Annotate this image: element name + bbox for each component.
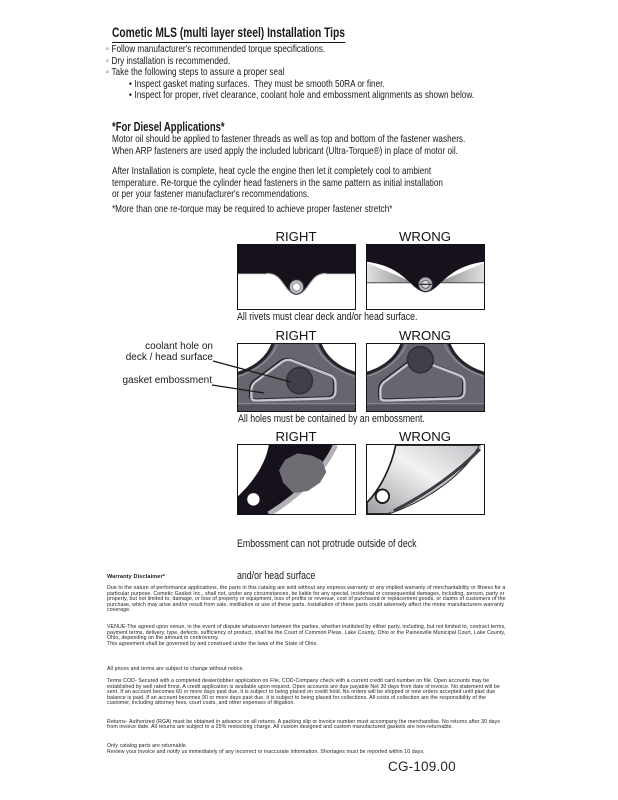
tip-text: Follow manufacturer's recommended torque specifications. bbox=[111, 43, 326, 55]
figure-label-right: RIGHT bbox=[275, 328, 317, 343]
caption-rivets: All rivets must clear deck and/or head surface. bbox=[237, 311, 418, 323]
tip-item bbox=[129, 90, 474, 102]
bullet-marker: ◦ bbox=[106, 66, 109, 79]
warranty-paragraph: VENUE-The agreed upon venue, in the event of dispute whatsoever between the parties, whether instituted by either party, including, but not limited to, contract terms, payment terms, delivery, type, defects, sufficiency of product, shall be the Court of Common Pleas, Lake County, Ohio or the Painesville Municipal Court, Lake County, Ohio, depending on the amount in controversy. bbox=[107, 624, 506, 642]
figure-label-wrong: WRONG bbox=[398, 429, 451, 444]
diesel-paragraph-1: Motor oil should be applied to fastener threads as well as top and bottom of the fastener washers. When ARP fasteners are used apply the included lubricant (Ultra-Torque®) in place of motor oil. bbox=[112, 133, 466, 157]
coolant-hole-icon bbox=[408, 347, 434, 373]
diesel-paragraph-2: After Installation is complete, heat cycle the engine then let it completely cool to ambient temperature. Re-torque the cylinder head fasteners in the same pattern as initial installation or per your fastener manufacturer's recommendations. bbox=[112, 165, 443, 201]
warranty-paragraph: Only catalog parts are returnable. bbox=[107, 743, 188, 750]
warranty-paragraph: Returns- Authorized (RGA) must be obtained in advance on all returns. A packing slip or invoice number must accompany the merchandise. No returns after 30 days from invoice date. All returns are subject to a 25% restocking charge. All custom designed and custom manufactured gaskets are non-returnable. bbox=[107, 718, 501, 730]
figure-coolant-right bbox=[237, 343, 356, 412]
tips-list bbox=[106, 44, 571, 102]
bullet-marker: • bbox=[129, 89, 132, 102]
figure-label-wrong: WRONG bbox=[398, 328, 451, 343]
diesel-note: *More than one re-torque may be required to achieve proper fastener stretch* bbox=[112, 203, 393, 215]
tip-text: Take the following steps to assure a proper seal bbox=[111, 66, 285, 79]
annotation-coolant-hole: coolant hole on deck / head surface bbox=[125, 341, 213, 363]
warranty-paragraph: Review your invoice and notify us immediately of any incorrect or inaccurate information. Shortages must be reported within 10 days. bbox=[107, 748, 425, 755]
warranty-heading: Warranty Disclaimer* bbox=[107, 574, 166, 580]
figure-label-right: RIGHT bbox=[275, 229, 317, 244]
warranty-paragraph: All prices and terms are subject to change without notice. bbox=[107, 666, 244, 673]
figure-rivet-wrong bbox=[366, 244, 485, 310]
coolant-hole-icon bbox=[287, 368, 313, 394]
warranty-section bbox=[107, 575, 507, 755]
diesel-heading: *For Diesel Applications* bbox=[112, 120, 225, 134]
tip-text: Inspect gasket mating surfaces. They must be smooth 50RA or finer. bbox=[134, 77, 385, 90]
bolt-hole-icon bbox=[247, 493, 259, 506]
figure-embossment-right bbox=[237, 444, 356, 515]
figure-label-right: RIGHT bbox=[275, 429, 317, 444]
figure-embossment-wrong bbox=[366, 444, 485, 515]
figure-rivet-right bbox=[237, 244, 356, 310]
warranty-paragraph: Due to the nature of performance applications, the parts in this catalog are sold without any express warranty or any implied warranty of merchantability or fitness for a particular purpose. Cometic Gasket Inc., shall not, under any circumstances, be liable for any special, incidental or consequential damages, including, person, party or property, but not limited to, damage, or loss of property or equipment, loss of profits or revenue, cost of purchased or replacement goods, or claims of customers of the purchase, which may arise and/or result from sale, instillation or use of these parts. Installation of these parts could adversely affect the motor manufacturers warranty coverage. bbox=[107, 585, 506, 614]
caption-embossment: Embossment can not protrude outside of deck and/or head surface bbox=[237, 537, 417, 582]
page-title: Cometic MLS (multi layer steel) Installation Tips bbox=[112, 25, 345, 43]
bullet-marker: ◦ bbox=[106, 54, 109, 67]
bullet-marker: ◦ bbox=[106, 43, 109, 55]
bolt-hole-icon bbox=[376, 489, 389, 503]
bullet-marker: • bbox=[129, 77, 132, 90]
caption-holes: All holes must be contained by an embossment. bbox=[238, 413, 425, 425]
warranty-paragraph: Terms COD- Secured with a completed dealer/jobber application on File, COD-Company check with a current credit card number on file. Open accounts may be established by well rated firms. A credit application is available upon request. Open accounts are due payable Net 30 days from date of invoice. No statement will be sent. If an account becomes 60 or more days past due, it is subject to being placed on credit hold. No orders will be shipped or new orders accepted until past due balance is paid. If an account becomes 90 or more days past due, it is subject to being placed for collections. All costs of collection are the responsibility of the customer, including attorney fees, court costs, and other expenses of litigation. bbox=[107, 678, 500, 707]
figure-label-wrong: WRONG bbox=[398, 229, 451, 244]
tip-text: Inspect for proper, rivet clearance, coolant hole and embossment alignments as shown below. bbox=[134, 89, 475, 102]
figure-coolant-wrong bbox=[366, 343, 485, 412]
warranty-paragraph: This agreement shall be governed by and construed under the laws of the State of Ohio. bbox=[107, 640, 319, 647]
page-footer: CG-109.00 bbox=[388, 759, 456, 774]
tip-text: Dry installation is recommended. bbox=[111, 54, 231, 67]
annotation-gasket-embossment: gasket embossment bbox=[122, 375, 212, 386]
